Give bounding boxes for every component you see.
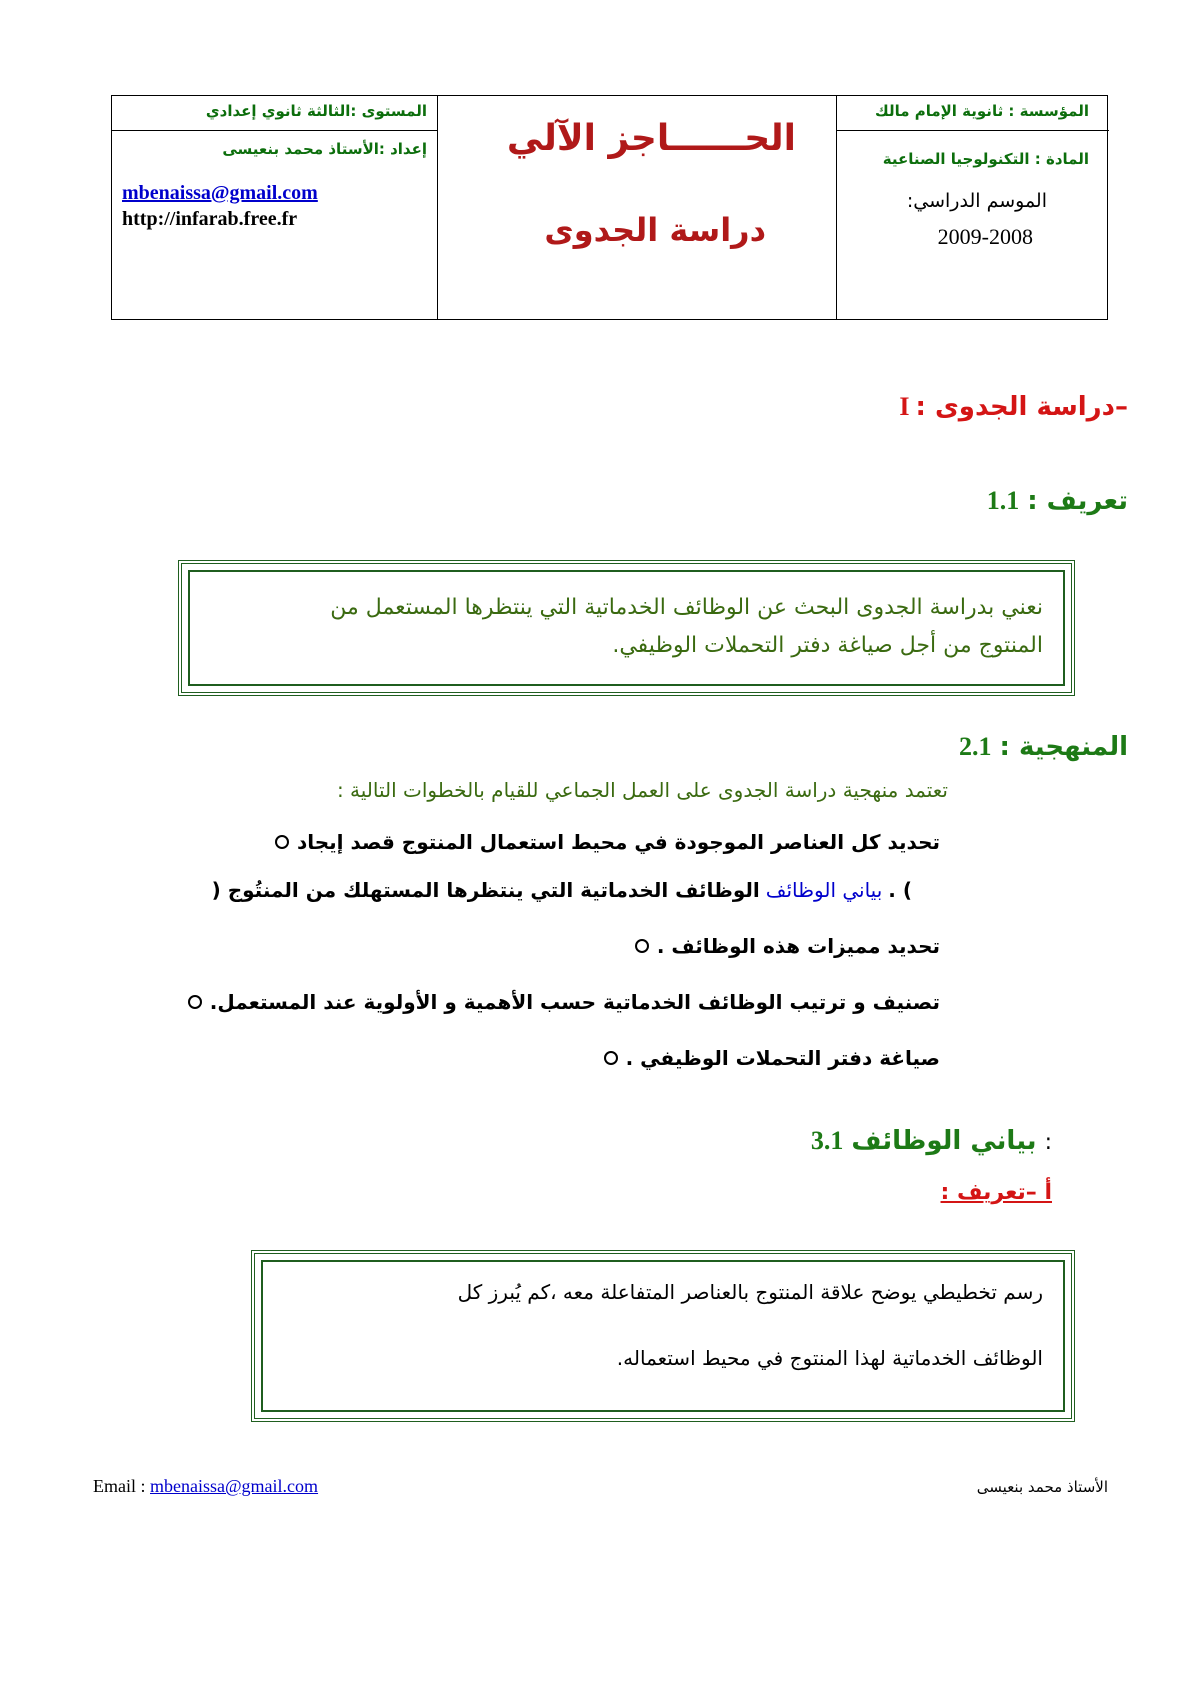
section-1-1-heading — [987, 486, 1128, 516]
level-label: المستوى :الثالثة ثانوي إعدادي — [205, 102, 427, 120]
document-title: الحــــــاجز الآلي — [506, 118, 796, 159]
step-2 — [635, 934, 940, 958]
definition2-line-1: رسم تخطيطي يوضح علاقة المنتوج بالعناصر المتفاعلة معه ،كم يُبرز كل — [457, 1280, 1043, 1304]
section-2-1-title: المنهجية : — [999, 732, 1128, 762]
step-1-line-1: تحديد كل العناصر الموجودة في محيط استعمال المنتوج قصد إيجاد — [296, 830, 940, 854]
footer-author: الأستاذ محمد بنعيسى — [976, 1478, 1108, 1496]
header-title-cell — [438, 96, 837, 319]
document-subtitle: دراسة الجدوى — [544, 211, 766, 249]
season-value: 2009-2008 — [937, 224, 1033, 249]
step-1-line-2 — [212, 878, 912, 902]
step-4-text: صياغة دفتر التحملات الوظيفي . — [625, 1046, 940, 1070]
footer-email-link[interactable]: mbenaissa@gmail.com — [150, 1476, 319, 1496]
header-email-link[interactable]: mbenaissa@gmail.com — [122, 182, 318, 204]
section-1-1-title: تعريف : — [1027, 486, 1128, 516]
footer-email-label: Email : — [93, 1476, 150, 1496]
section-3-1-colon: : — [1044, 1130, 1052, 1155]
prepared-by-label: إعداد :الأستاذ محمد بنعيسى — [222, 140, 427, 158]
definition-box-2 — [251, 1250, 1075, 1422]
section-3-1-title: بياني الوظائف — [851, 1126, 1037, 1156]
section-1-heading — [899, 392, 1128, 422]
step-1-line-2b: ) . — [888, 878, 912, 902]
step-1 — [275, 830, 940, 854]
header-table — [111, 95, 1108, 320]
definition-box — [178, 560, 1075, 696]
definition-line-1: نعني بدراسة الجدوى البحث عن الوظائف الخدماتية التي ينتظرها المستعمل من — [330, 595, 1043, 620]
header-right-cell — [837, 96, 1109, 319]
subject-label: المادة : التكنولوجيا الصناعية — [882, 150, 1089, 168]
section-1-title: –دراسة الجدوى : — [915, 392, 1128, 422]
definition2-line-2: الوظائف الخدماتية لهذا المنتوج في محيط استعماله. — [616, 1346, 1043, 1370]
section-2-1-heading — [959, 732, 1128, 762]
step-3 — [188, 990, 940, 1014]
section-3-1-number: 3.1 — [810, 1126, 844, 1155]
step-4 — [604, 1046, 940, 1070]
header-left-cell — [112, 96, 438, 319]
bullet-circle-icon — [604, 1051, 618, 1065]
method-intro: تعتمد منهجية دراسة الجدوى على العمل الجماعي للقيام بالخطوات التالية : — [336, 778, 948, 802]
bullet-circle-icon — [188, 995, 202, 1009]
bullet-circle-icon — [275, 835, 289, 849]
header-website: http://infarab.free.fr — [122, 208, 298, 230]
bullet-circle-icon — [635, 939, 649, 953]
step-1-highlight: بياني الوظائف — [765, 878, 883, 902]
step-2-text: تحديد مميزات هذه الوظائف . — [656, 934, 940, 958]
sub-a-title: أ –تعريف : — [940, 1180, 1052, 1205]
section-3-1-heading — [811, 1126, 1052, 1156]
section-1-number: I — [899, 392, 910, 421]
section-1-1-number: 1.1 — [986, 486, 1020, 515]
section-2-1-number: 2.1 — [959, 732, 992, 761]
season-label: الموسم الدراسي: — [906, 190, 1047, 212]
definition-line-2: المنتوج من أجل صياغة دفتر التحملات الوظيفي. — [612, 633, 1043, 658]
step-3-text: تصنيف و ترتيب الوظائف الخدماتية حسب الأهمية و الأولوية عند المستعمل. — [209, 990, 940, 1014]
step-1-line-2a: الوظائف الخدماتية التي ينتظرها المستهلك من المنتُوج ( — [211, 878, 760, 902]
institution-label: المؤسسة : ثانوية الإمام مالك — [874, 102, 1089, 120]
footer-email — [93, 1476, 318, 1497]
